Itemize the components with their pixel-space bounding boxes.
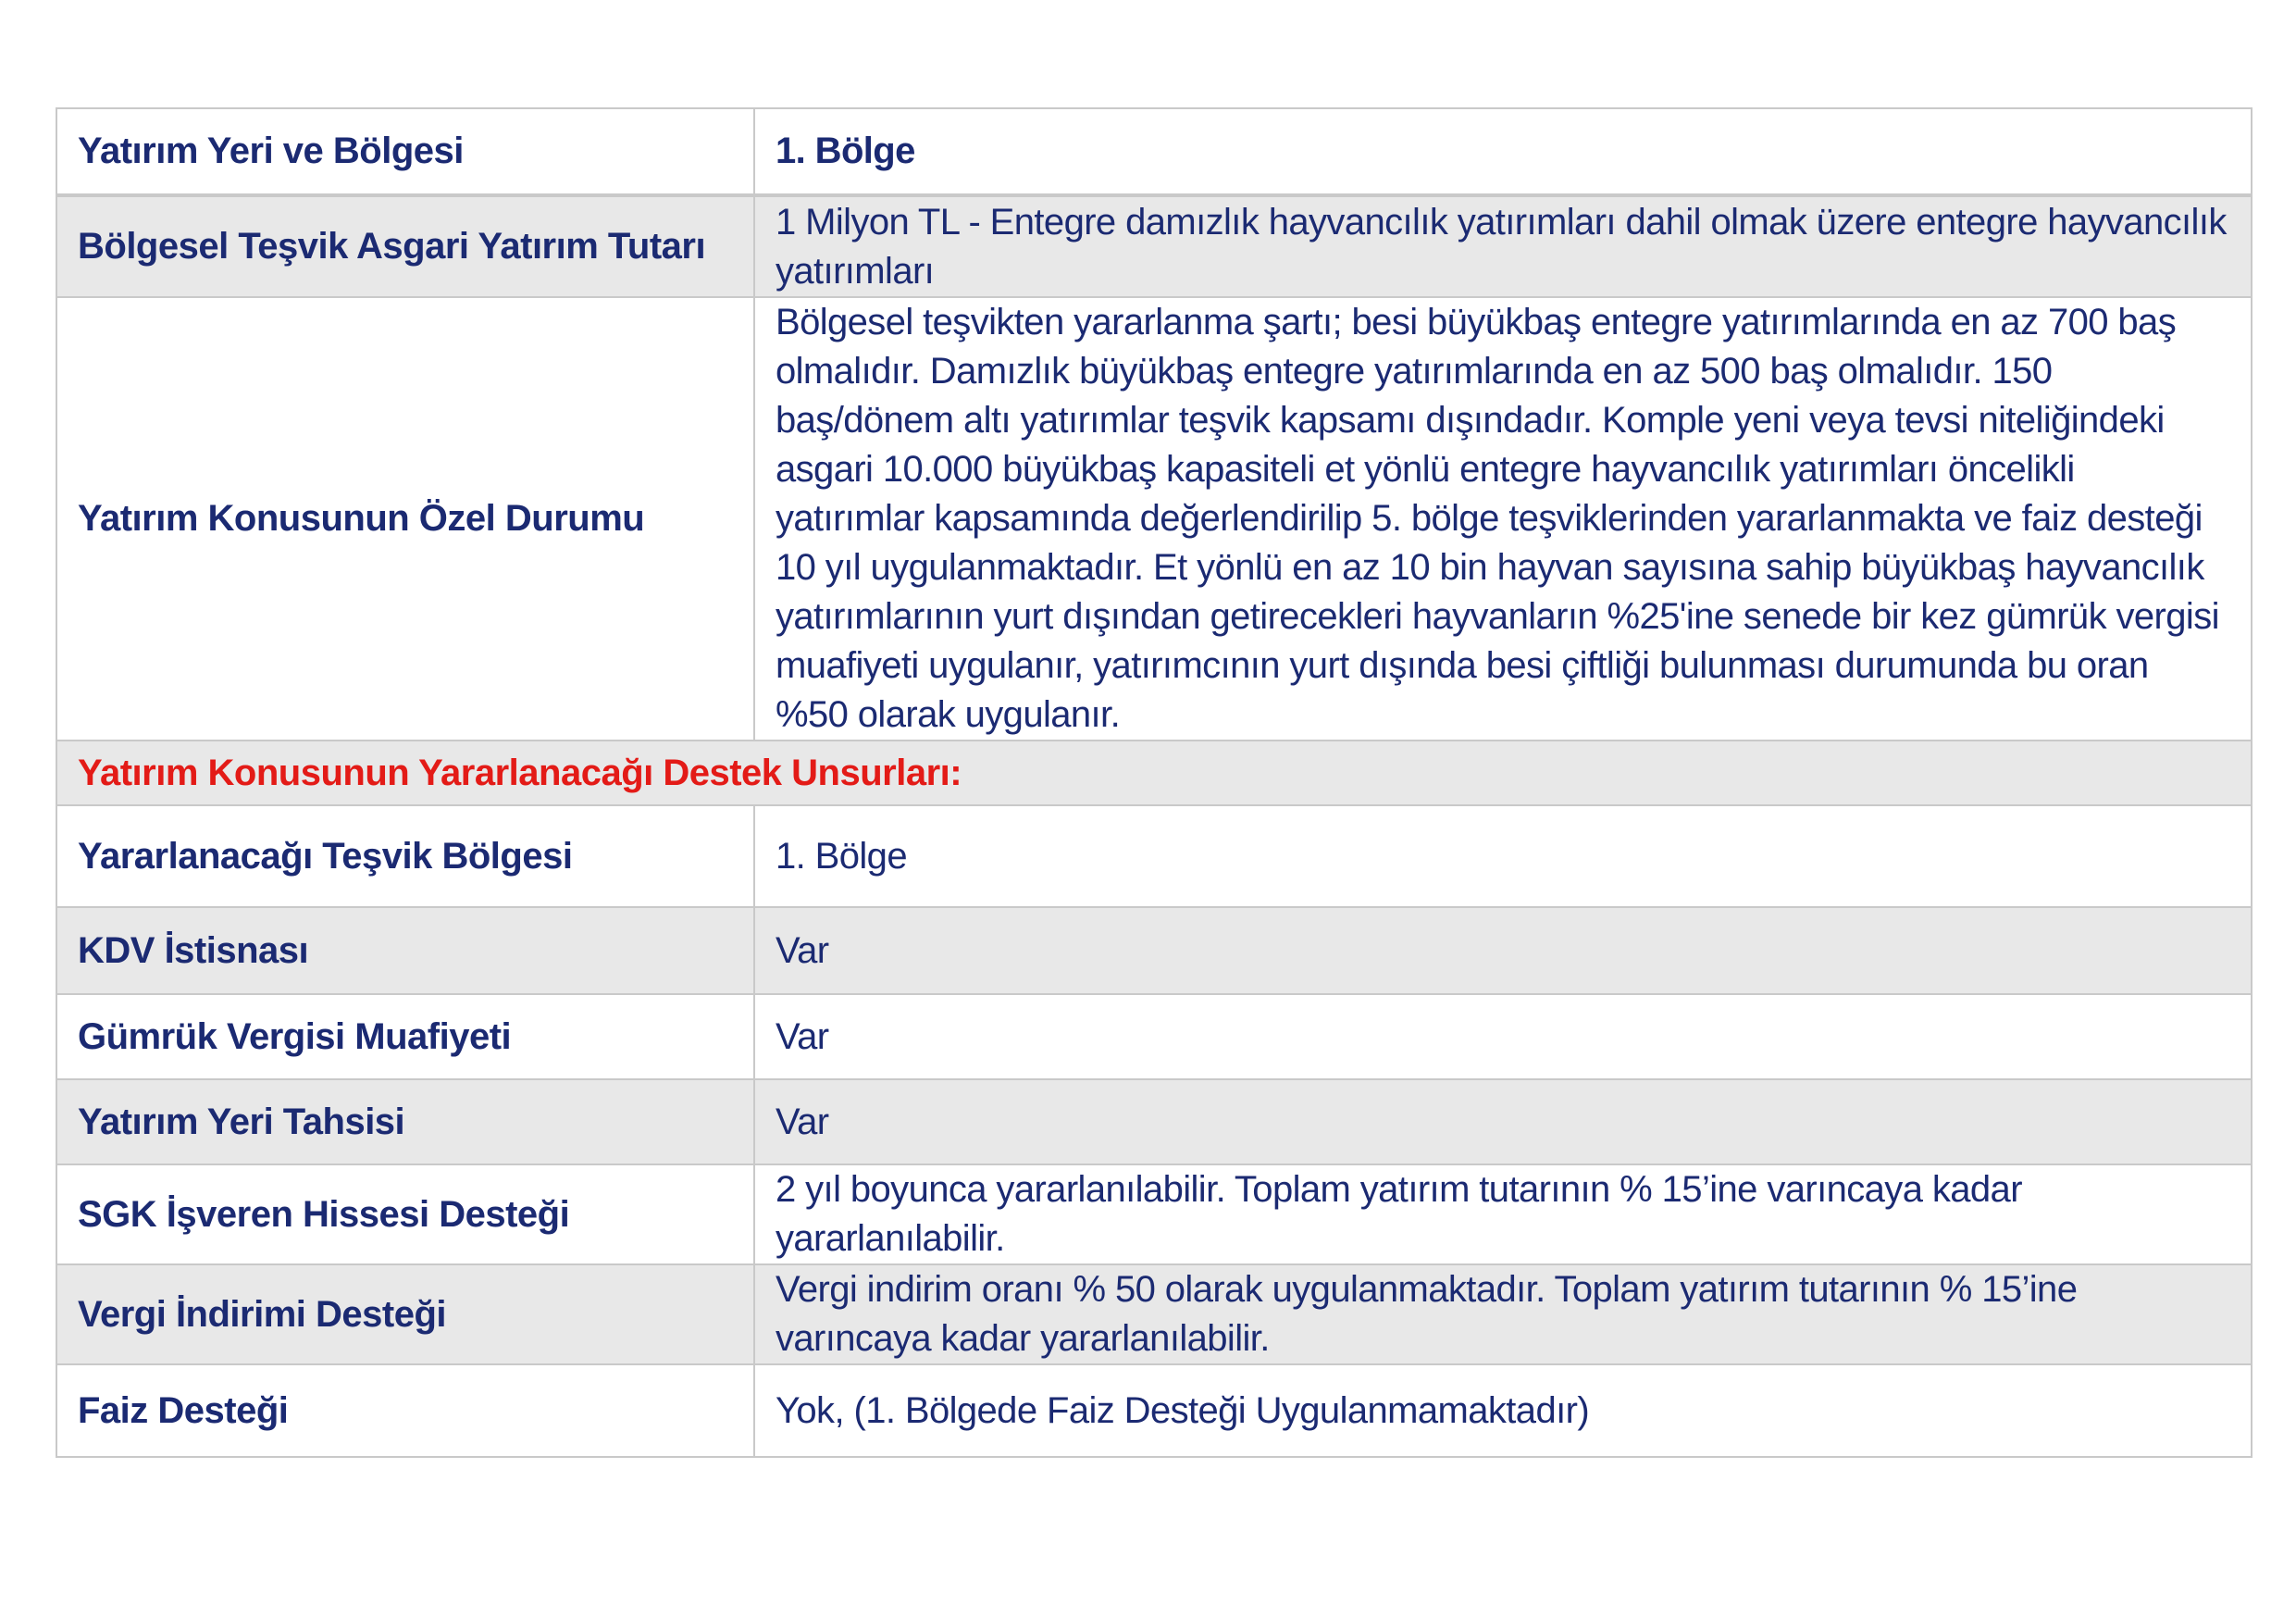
row-value: Yok, (1. Bölgede Faiz Desteği Uygulanmamaktadır) [754,1364,2252,1457]
row-value: 1. Bölge [754,805,2252,907]
table-row [56,195,2252,297]
table-row [56,805,2252,907]
row-label: Yararlanacağı Teşvik Bölgesi [56,805,754,907]
row-value: 1. Bölge [754,108,2252,195]
section-title: Yatırım Konusunun Yararlanacağı Destek Unsurları: [56,741,2252,805]
row-value: Var [754,1079,2252,1164]
table-row [56,907,2252,994]
row-value: Var [754,994,2252,1079]
row-value: Var [754,907,2252,994]
row-label: Vergi İndirimi Desteği [56,1264,754,1364]
row-label: KDV İstisnası [56,907,754,994]
table-row [56,1164,2252,1264]
row-label: Yatırım Konusunun Özel Durumu [56,297,754,741]
table-row [56,1264,2252,1364]
section-header-row [56,741,2252,805]
row-value: Vergi indirim oranı % 50 olarak uygulanmaktadır. Toplam yatırım tutarının % 15’ine varıncaya kadar yararlanılabilir. [754,1264,2252,1364]
table-row [56,994,2252,1079]
investment-incentive-table [56,107,2253,1458]
row-label: Yatırım Yeri ve Bölgesi [56,108,754,195]
row-value: 2 yıl boyunca yararlanılabilir. Toplam yatırım tutarının % 15’ine varıncaya kadar yararlanılabilir. [754,1164,2252,1264]
table-row [56,1364,2252,1457]
row-label: Faiz Desteği [56,1364,754,1457]
table-row [56,297,2252,741]
row-value: 1 Milyon TL - Entegre damızlık hayvancılık yatırımları dahil olmak üzere entegre hayvancılık yatırımları [754,195,2252,297]
row-label: SGK İşveren Hissesi Desteği [56,1164,754,1264]
table-row [56,108,2252,195]
row-label: Yatırım Yeri Tahsisi [56,1079,754,1164]
row-label: Bölgesel Teşvik Asgari Yatırım Tutarı [56,195,754,297]
table-row [56,1079,2252,1164]
row-value: Bölgesel teşvikten yararlanma şartı; besi büyükbaş entegre yatırımlarında en az 700 baş olmalıdır. Damızlık büyükbaş entegre yatırımlarında en az 500 baş olmalıdır. 150 baş/dönem altı yatırımlar teşvik kapsamı dışındadır. Komple yeni veya tevsi niteliğindeki asgari 10.000 büyükbaş kapasiteli et yönlü entegre hayvancılık yatırımları öncelikli yatırımlar kapsamında değerlendirilip 5. bölge teşviklerinden yararlanmakta ve faiz desteği 10 yıl uygulanmaktadır. Et yönlü en az 10 bin hayvan sayısına sahip büyükbaş hayvancılık yatırımlarının yurt dışından getirecekleri hayvanların %25'ine senede bir kez gümrük vergisi muafiyeti uygulanır, yatırımcının yurt dışında besi çiftliği bulunması durumunda bu oran %50 olarak uygulanır. [754,297,2252,741]
row-label: Gümrük Vergisi Muafiyeti [56,994,754,1079]
